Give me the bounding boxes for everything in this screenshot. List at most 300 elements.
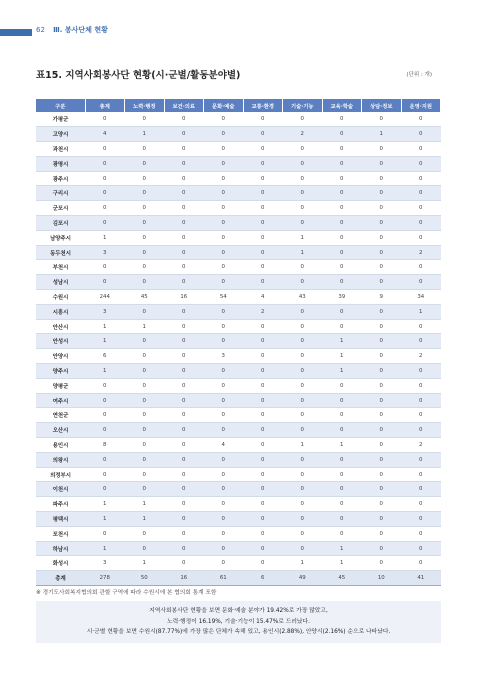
value-cell: 0	[362, 541, 402, 556]
value-cell: 0	[362, 408, 402, 423]
value-cell: 0	[243, 423, 283, 438]
region-name-cell: 이천시	[36, 482, 85, 497]
value-cell: 3	[204, 349, 244, 364]
value-cell: 0	[283, 260, 323, 275]
value-cell: 0	[204, 230, 244, 245]
value-cell: 0	[322, 201, 362, 216]
value-cell: 0	[322, 482, 362, 497]
value-cell: 0	[362, 556, 402, 571]
value-cell: 0	[85, 526, 125, 541]
value-cell: 0	[164, 482, 204, 497]
value-cell: 0	[362, 467, 402, 482]
value-cell: 0	[125, 541, 165, 556]
table-row	[36, 512, 441, 527]
header-accent-bar	[0, 29, 32, 36]
value-cell: 0	[243, 467, 283, 482]
value-cell: 0	[401, 541, 441, 556]
volunteer-table	[36, 99, 441, 586]
region-name-cell: 용인시	[36, 438, 85, 453]
value-cell: 0	[125, 378, 165, 393]
value-cell: 0	[164, 201, 204, 216]
value-cell: 0	[125, 452, 165, 467]
value-cell: 0	[401, 230, 441, 245]
value-cell: 34	[401, 290, 441, 305]
value-cell: 0	[85, 378, 125, 393]
table-row	[36, 349, 441, 364]
region-name-cell: 구리시	[36, 186, 85, 201]
value-cell: 0	[283, 526, 323, 541]
value-cell: 0	[164, 304, 204, 319]
region-name-cell: 연천군	[36, 408, 85, 423]
region-name-cell: 남양주시	[36, 230, 85, 245]
value-cell: 0	[283, 408, 323, 423]
table-row	[36, 142, 441, 157]
value-cell: 0	[362, 260, 402, 275]
value-cell: 0	[85, 467, 125, 482]
value-cell: 0	[204, 393, 244, 408]
region-name-cell: 포천시	[36, 526, 85, 541]
value-cell: 0	[362, 275, 402, 290]
value-cell: 0	[243, 142, 283, 157]
value-cell: 0	[125, 364, 165, 379]
total-value-cell: 61	[204, 571, 244, 586]
value-cell: 0	[164, 127, 204, 142]
value-cell: 0	[164, 512, 204, 527]
value-cell: 0	[322, 497, 362, 512]
region-name-cell: 안산시	[36, 319, 85, 334]
value-cell: 0	[322, 216, 362, 231]
region-name-cell: 양평군	[36, 378, 85, 393]
value-cell: 0	[164, 275, 204, 290]
value-cell: 1	[283, 438, 323, 453]
region-name-cell: 안양시	[36, 349, 85, 364]
value-cell: 2	[401, 245, 441, 260]
value-cell: 0	[401, 275, 441, 290]
value-cell: 43	[283, 290, 323, 305]
region-name-cell: 하남시	[36, 541, 85, 556]
section-title: Ⅲ. 봉사단체 현황	[53, 26, 108, 34]
table-row	[36, 230, 441, 245]
value-cell: 0	[204, 275, 244, 290]
region-name-cell: 평택시	[36, 512, 85, 527]
region-name-cell: 여주시	[36, 393, 85, 408]
value-cell: 0	[164, 230, 204, 245]
value-cell: 0	[125, 156, 165, 171]
table-row	[36, 408, 441, 423]
value-cell: 0	[283, 319, 323, 334]
total-value-cell: 49	[283, 571, 323, 586]
value-cell: 1	[85, 512, 125, 527]
value-cell: 0	[204, 497, 244, 512]
table-row	[36, 245, 441, 260]
value-cell: 0	[283, 216, 323, 231]
table-row	[36, 290, 441, 305]
value-cell: 0	[85, 393, 125, 408]
value-cell: 0	[243, 201, 283, 216]
value-cell: 0	[125, 482, 165, 497]
value-cell: 0	[204, 216, 244, 231]
column-header: 문화·예술	[204, 99, 244, 112]
value-cell: 0	[283, 541, 323, 556]
value-cell: 0	[125, 393, 165, 408]
value-cell: 0	[164, 142, 204, 157]
value-cell: 0	[401, 186, 441, 201]
table-row	[36, 171, 441, 186]
region-name-cell: 가평군	[36, 112, 85, 127]
value-cell: 0	[243, 334, 283, 349]
region-name-cell: 과천시	[36, 142, 85, 157]
value-cell: 1	[283, 230, 323, 245]
table-title: 표15. 지역사회봉사단 현황(시·군별/활동분야별)	[36, 70, 241, 81]
value-cell: 0	[164, 334, 204, 349]
value-cell: 0	[85, 260, 125, 275]
value-cell: 0	[243, 156, 283, 171]
region-name-cell: 파주시	[36, 497, 85, 512]
value-cell: 1	[85, 497, 125, 512]
value-cell: 0	[322, 378, 362, 393]
value-cell: 0	[362, 512, 402, 527]
value-cell: 0	[164, 556, 204, 571]
value-cell: 8	[85, 438, 125, 453]
value-cell: 0	[322, 304, 362, 319]
value-cell: 0	[125, 112, 165, 127]
unit-label: (단위 : 개)	[406, 72, 432, 78]
column-header: 총계	[85, 99, 125, 112]
value-cell: 0	[322, 127, 362, 142]
value-cell: 3	[85, 304, 125, 319]
value-cell: 0	[322, 452, 362, 467]
value-cell: 0	[125, 408, 165, 423]
table-row	[36, 275, 441, 290]
column-header: 기술·기능	[283, 99, 323, 112]
value-cell: 1	[322, 541, 362, 556]
total-value-cell: 278	[85, 571, 125, 586]
value-cell: 0	[164, 364, 204, 379]
total-value-cell: 45	[322, 571, 362, 586]
value-cell: 0	[204, 201, 244, 216]
value-cell: 0	[362, 438, 402, 453]
value-cell: 0	[164, 438, 204, 453]
table-row	[36, 364, 441, 379]
value-cell: 0	[164, 467, 204, 482]
value-cell: 0	[322, 230, 362, 245]
value-cell: 0	[243, 171, 283, 186]
region-name-cell: 의왕시	[36, 452, 85, 467]
value-cell: 0	[362, 245, 402, 260]
value-cell: 1	[362, 127, 402, 142]
value-cell: 0	[283, 186, 323, 201]
value-cell: 1	[322, 556, 362, 571]
value-cell: 0	[243, 364, 283, 379]
value-cell: 0	[204, 171, 244, 186]
value-cell: 0	[283, 275, 323, 290]
value-cell: 0	[243, 186, 283, 201]
summary-line: 지역사회봉사단 현황을 보면 문화·예술 분야가 19.42%로 가장 많았고,	[149, 608, 328, 614]
source-note: ※ 경기도사회복지협의회 관할 구역에 따라 수원시에 본 협의회 통계 포함	[36, 590, 217, 596]
value-cell: 1	[125, 512, 165, 527]
column-header: 상담·정보	[362, 99, 402, 112]
table-row	[36, 319, 441, 334]
column-header: 교통·환경	[243, 99, 283, 112]
value-cell: 0	[243, 438, 283, 453]
value-cell: 0	[164, 156, 204, 171]
value-cell: 0	[204, 127, 244, 142]
value-cell: 0	[283, 112, 323, 127]
value-cell: 0	[243, 556, 283, 571]
value-cell: 1	[85, 334, 125, 349]
value-cell: 0	[85, 275, 125, 290]
table-header	[36, 99, 441, 112]
value-cell: 0	[362, 349, 402, 364]
value-cell: 0	[164, 112, 204, 127]
value-cell: 0	[401, 408, 441, 423]
value-cell: 0	[125, 334, 165, 349]
value-cell: 0	[243, 408, 283, 423]
page-number: 62	[36, 26, 45, 34]
value-cell: 1	[85, 364, 125, 379]
value-cell: 0	[125, 438, 165, 453]
region-name-cell: 양주시	[36, 364, 85, 379]
value-cell: 0	[362, 423, 402, 438]
summary-box	[36, 601, 441, 643]
value-cell: 1	[85, 230, 125, 245]
value-cell: 0	[164, 541, 204, 556]
value-cell: 0	[243, 452, 283, 467]
value-cell: 0	[204, 142, 244, 157]
value-cell: 0	[283, 334, 323, 349]
value-cell: 0	[362, 319, 402, 334]
value-cell: 0	[204, 541, 244, 556]
value-cell: 0	[164, 349, 204, 364]
value-cell: 0	[401, 393, 441, 408]
table-row	[36, 216, 441, 231]
value-cell: 0	[283, 142, 323, 157]
column-header: 구분	[36, 99, 85, 112]
value-cell: 0	[322, 260, 362, 275]
value-cell: 0	[322, 156, 362, 171]
value-cell: 0	[85, 201, 125, 216]
value-cell: 1	[125, 127, 165, 142]
value-cell: 0	[401, 497, 441, 512]
value-cell: 0	[85, 408, 125, 423]
value-cell: 0	[85, 171, 125, 186]
value-cell: 0	[401, 319, 441, 334]
value-cell: 0	[204, 408, 244, 423]
region-name-cell: 동두천시	[36, 245, 85, 260]
value-cell: 0	[243, 497, 283, 512]
value-cell: 0	[204, 512, 244, 527]
value-cell: 0	[125, 245, 165, 260]
value-cell: 1	[125, 497, 165, 512]
value-cell: 0	[322, 112, 362, 127]
value-cell: 0	[401, 556, 441, 571]
value-cell: 0	[322, 467, 362, 482]
value-cell: 0	[401, 482, 441, 497]
total-value-cell: 16	[164, 571, 204, 586]
value-cell: 0	[322, 142, 362, 157]
region-name-cell: 성남시	[36, 275, 85, 290]
value-cell: 0	[164, 452, 204, 467]
value-cell: 0	[283, 512, 323, 527]
value-cell: 0	[401, 423, 441, 438]
value-cell: 0	[401, 378, 441, 393]
table-row	[36, 156, 441, 171]
value-cell: 0	[164, 526, 204, 541]
value-cell: 0	[401, 156, 441, 171]
value-cell: 0	[243, 393, 283, 408]
value-cell: 0	[164, 408, 204, 423]
value-cell: 0	[204, 364, 244, 379]
value-cell: 0	[243, 275, 283, 290]
value-cell: 0	[164, 171, 204, 186]
value-cell: 0	[85, 482, 125, 497]
value-cell: 0	[362, 482, 402, 497]
value-cell: 0	[243, 482, 283, 497]
column-header: 교육·학술	[322, 99, 362, 112]
value-cell: 1	[322, 349, 362, 364]
column-header: 보건·의료	[164, 99, 204, 112]
value-cell: 0	[85, 112, 125, 127]
value-cell: 0	[85, 186, 125, 201]
value-cell: 1	[322, 334, 362, 349]
total-label-cell: 총계	[36, 571, 85, 586]
table-row	[36, 393, 441, 408]
value-cell: 0	[204, 526, 244, 541]
value-cell: 45	[125, 290, 165, 305]
value-cell: 3	[85, 556, 125, 571]
value-cell: 0	[283, 364, 323, 379]
value-cell: 0	[243, 245, 283, 260]
value-cell: 0	[401, 112, 441, 127]
value-cell: 0	[85, 452, 125, 467]
value-cell: 0	[243, 349, 283, 364]
value-cell: 0	[283, 452, 323, 467]
value-cell: 0	[322, 319, 362, 334]
value-cell: 0	[362, 364, 402, 379]
value-cell: 0	[125, 467, 165, 482]
value-cell: 0	[401, 127, 441, 142]
value-cell: 0	[362, 156, 402, 171]
value-cell: 0	[204, 245, 244, 260]
value-cell: 0	[204, 304, 244, 319]
summary-line: 시·군별 현황을 보면 수원시(87.77%)에 가장 많은 단체가 속해 있고, 용인시(2.88%), 안양시(2.16%) 순으로 나타났다.	[86, 629, 391, 635]
running-header	[36, 25, 108, 35]
table-row	[36, 127, 441, 142]
value-cell: 0	[85, 142, 125, 157]
value-cell: 0	[164, 245, 204, 260]
value-cell: 4	[243, 290, 283, 305]
total-value-cell: 6	[243, 571, 283, 586]
value-cell: 0	[401, 512, 441, 527]
value-cell: 0	[125, 526, 165, 541]
value-cell: 0	[125, 260, 165, 275]
total-value-cell: 50	[125, 571, 165, 586]
table-row	[36, 526, 441, 541]
value-cell: 1	[401, 304, 441, 319]
value-cell: 1	[125, 319, 165, 334]
value-cell: 0	[362, 452, 402, 467]
value-cell: 1	[85, 541, 125, 556]
table-row	[36, 334, 441, 349]
total-row	[36, 571, 441, 586]
table-row	[36, 186, 441, 201]
header-row	[36, 99, 441, 112]
value-cell: 0	[362, 526, 402, 541]
value-cell: 0	[362, 112, 402, 127]
value-cell: 0	[243, 112, 283, 127]
value-cell: 0	[401, 364, 441, 379]
column-header: 노력·행정	[125, 99, 165, 112]
table-row	[36, 201, 441, 216]
region-name-cell: 안성시	[36, 334, 85, 349]
value-cell: 0	[164, 319, 204, 334]
value-cell: 0	[401, 467, 441, 482]
value-cell: 0	[322, 408, 362, 423]
value-cell: 1	[125, 556, 165, 571]
value-cell: 0	[401, 142, 441, 157]
value-cell: 0	[283, 393, 323, 408]
value-cell: 0	[401, 334, 441, 349]
value-cell: 6	[85, 349, 125, 364]
value-cell: 0	[243, 127, 283, 142]
value-cell: 0	[362, 216, 402, 231]
value-cell: 1	[283, 245, 323, 260]
value-cell: 2	[401, 438, 441, 453]
region-name-cell: 부천시	[36, 260, 85, 275]
value-cell: 0	[204, 482, 244, 497]
value-cell: 0	[362, 304, 402, 319]
region-name-cell: 수원시	[36, 290, 85, 305]
value-cell: 0	[322, 245, 362, 260]
value-cell: 0	[125, 216, 165, 231]
value-cell: 9	[362, 290, 402, 305]
value-cell: 0	[164, 216, 204, 231]
value-cell: 0	[164, 423, 204, 438]
value-cell: 0	[283, 467, 323, 482]
region-name-cell: 오산시	[36, 423, 85, 438]
value-cell: 0	[125, 349, 165, 364]
value-cell: 0	[283, 171, 323, 186]
value-cell: 0	[164, 186, 204, 201]
value-cell: 0	[125, 142, 165, 157]
value-cell: 0	[362, 230, 402, 245]
table-row	[36, 378, 441, 393]
value-cell: 0	[243, 512, 283, 527]
value-cell: 2	[283, 127, 323, 142]
value-cell: 0	[283, 304, 323, 319]
total-value-cell: 10	[362, 571, 402, 586]
table-row	[36, 423, 441, 438]
value-cell: 0	[401, 452, 441, 467]
region-name-cell: 광명시	[36, 156, 85, 171]
value-cell: 244	[85, 290, 125, 305]
value-cell: 0	[164, 497, 204, 512]
value-cell: 0	[401, 171, 441, 186]
value-cell: 0	[204, 378, 244, 393]
table-row	[36, 467, 441, 482]
value-cell: 1	[283, 556, 323, 571]
value-cell: 0	[322, 275, 362, 290]
value-cell: 0	[283, 497, 323, 512]
value-cell: 0	[204, 156, 244, 171]
value-cell: 0	[125, 304, 165, 319]
summary-line: 노력·행정이 16.19%, 기술·기능이 15.47%로 드러났다.	[167, 618, 310, 625]
table-row	[36, 452, 441, 467]
value-cell: 0	[283, 349, 323, 364]
value-cell: 0	[283, 156, 323, 171]
value-cell: 0	[362, 497, 402, 512]
value-cell: 0	[204, 334, 244, 349]
